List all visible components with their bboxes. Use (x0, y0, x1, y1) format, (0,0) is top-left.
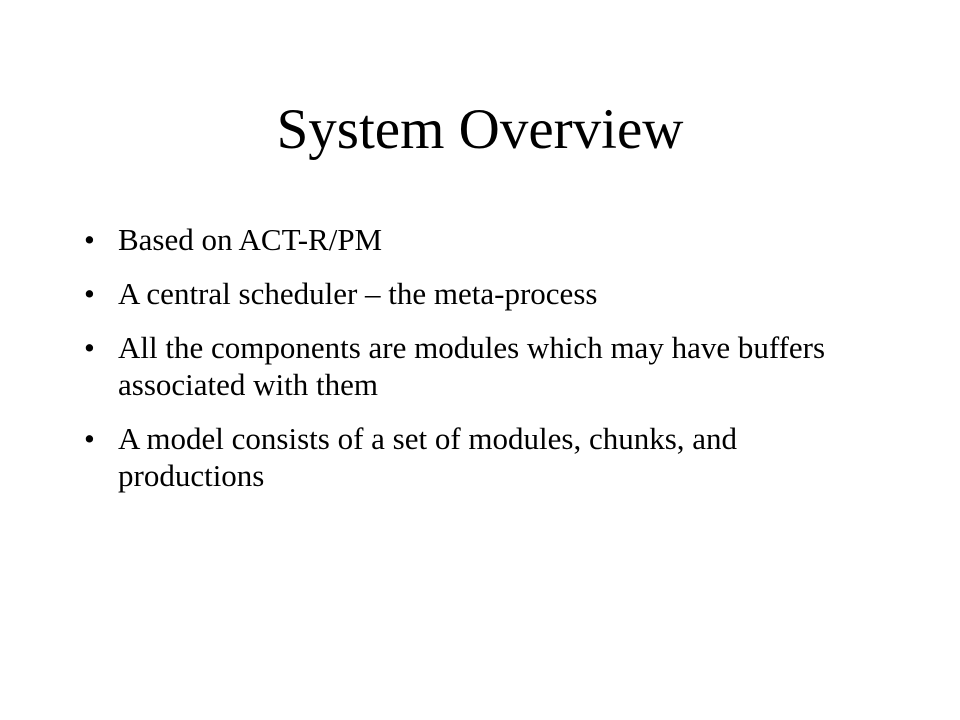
bullet-list (84, 221, 884, 494)
bullet-text: A central scheduler – the meta-process (118, 276, 598, 311)
bullet-item (84, 275, 884, 312)
bullet-icon: • (84, 330, 95, 365)
bullet-icon: • (84, 276, 95, 311)
bullet-icon: • (84, 421, 95, 456)
bullet-text: All the components are modules which may have buffers associated with them (118, 330, 826, 402)
bullet-item (84, 221, 884, 258)
bullet-item (84, 329, 884, 403)
slide-title: System Overview (276, 98, 684, 161)
bullet-text: Based on ACT-R/PM (118, 222, 383, 257)
bullet-icon: • (84, 222, 95, 257)
bullet-item (84, 420, 884, 494)
bullet-text: A model consists of a set of modules, chunks, and productions (118, 421, 738, 493)
